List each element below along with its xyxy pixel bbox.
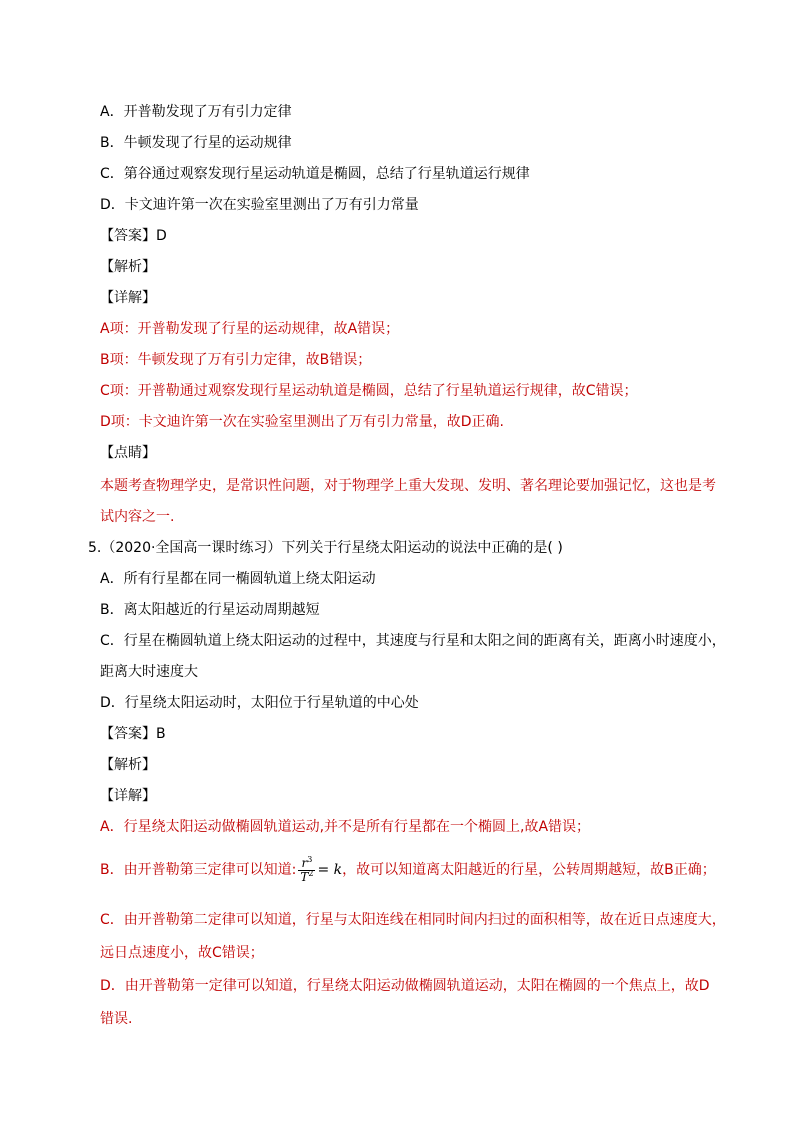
- q5-option-c-line-2: 距离大时速度大: [100, 664, 198, 680]
- q4-option-b: B．牛顿发现了行星的运动规律: [100, 135, 292, 151]
- q5-option-a: A．所有行星都在同一椭圆轨道上绕太阳运动: [100, 571, 376, 587]
- q4-detail-c: C项：开普勒通过观察发现行星运动轨道是椭圆，总结了行星轨道运行规律，故C错误；: [100, 383, 638, 399]
- q5-detail-b-prefix: B．由开普勒第三定律可以知道:: [100, 862, 297, 878]
- q5-detail-b: [100, 855, 716, 885]
- q4-option-d: D．卡文迪许第一次在实验室里测出了万有引力常量: [100, 197, 419, 213]
- q4-option-c: C．第谷通过观察发现行星运动轨道是椭圆，总结了行星轨道运行规律: [100, 166, 530, 182]
- q5-answer: 【答案】B: [100, 726, 166, 742]
- fraction-denominator: [298, 868, 315, 884]
- kepler-third-law-fraction: [298, 854, 315, 884]
- q5-detail-c-line-2: 远日点速度小，故C错误；: [100, 945, 264, 961]
- equation-rhs: = k: [317, 862, 343, 878]
- q4-detail-a: A项：开普勒发现了行星的运动规律，故A错误；: [100, 321, 400, 337]
- numerator-exponent: 3: [307, 854, 313, 864]
- q4-detail-heading: 【详解】: [100, 290, 156, 306]
- numerator-symbol: r: [301, 855, 308, 870]
- q5-analysis-heading: 【解析】: [100, 757, 156, 773]
- q4-analysis-heading: 【解析】: [100, 259, 156, 275]
- q5-option-c-line-1: C．行星在椭圆轨道上绕太阳运动的过程中，其速度与行星和太阳之间的距离有关，距离小时速度小，: [100, 633, 726, 649]
- q4-comment-line-1: 本题考查物理学史，是常识性问题，对于物理学上重大发现、发明、著名理论要加强记忆，这也是考: [100, 478, 716, 494]
- q5-detail-c-line-1: C．由开普勒第二定律可以知道，行星与太阳连线在相同时间内扫过的面积相等，故在近日点速度大，: [100, 912, 726, 928]
- q5-stem: 5.（2020·全国高一课时练习）下列关于行星绕太阳运动的说法中正确的是( ): [88, 540, 563, 556]
- q5-detail-a: A．行星绕太阳运动做椭圆轨道运动,并不是所有行星都在一个椭圆上,故A错误；: [100, 819, 591, 835]
- denominator-symbol: T: [300, 869, 309, 884]
- q4-option-a: A．开普勒发现了万有引力定律: [100, 104, 292, 120]
- q4-detail-d: D项：卡文迪许第一次在实验室里测出了万有引力常量，故D正确.: [100, 414, 505, 430]
- q5-detail-d-line-2: 错误.: [100, 1011, 133, 1027]
- denominator-exponent: 2: [308, 868, 314, 878]
- q4-detail-b: B项：牛顿发现了万有引力定律，故B错误；: [100, 352, 372, 368]
- q4-answer: 【答案】D: [100, 228, 167, 244]
- q4-comment-line-2: 试内容之一.: [100, 509, 175, 525]
- q5-detail-b-suffix: ，故可以知道离太阳越近的行星，公转周期越短，故B正确；: [342, 862, 716, 878]
- q5-option-d: D．行星绕太阳运动时，太阳位于行星轨道的中心处: [100, 695, 419, 711]
- q4-comment-heading: 【点睛】: [100, 445, 156, 461]
- q5-detail-heading: 【详解】: [100, 788, 156, 804]
- q5-detail-d-line-1: D．由开普勒第一定律可以知道，行星绕太阳运动做椭圆轨道运动，太阳在椭圆的一个焦点上，故D: [100, 978, 710, 994]
- q5-option-b: B．离太阳越近的行星运动周期越短: [100, 602, 320, 618]
